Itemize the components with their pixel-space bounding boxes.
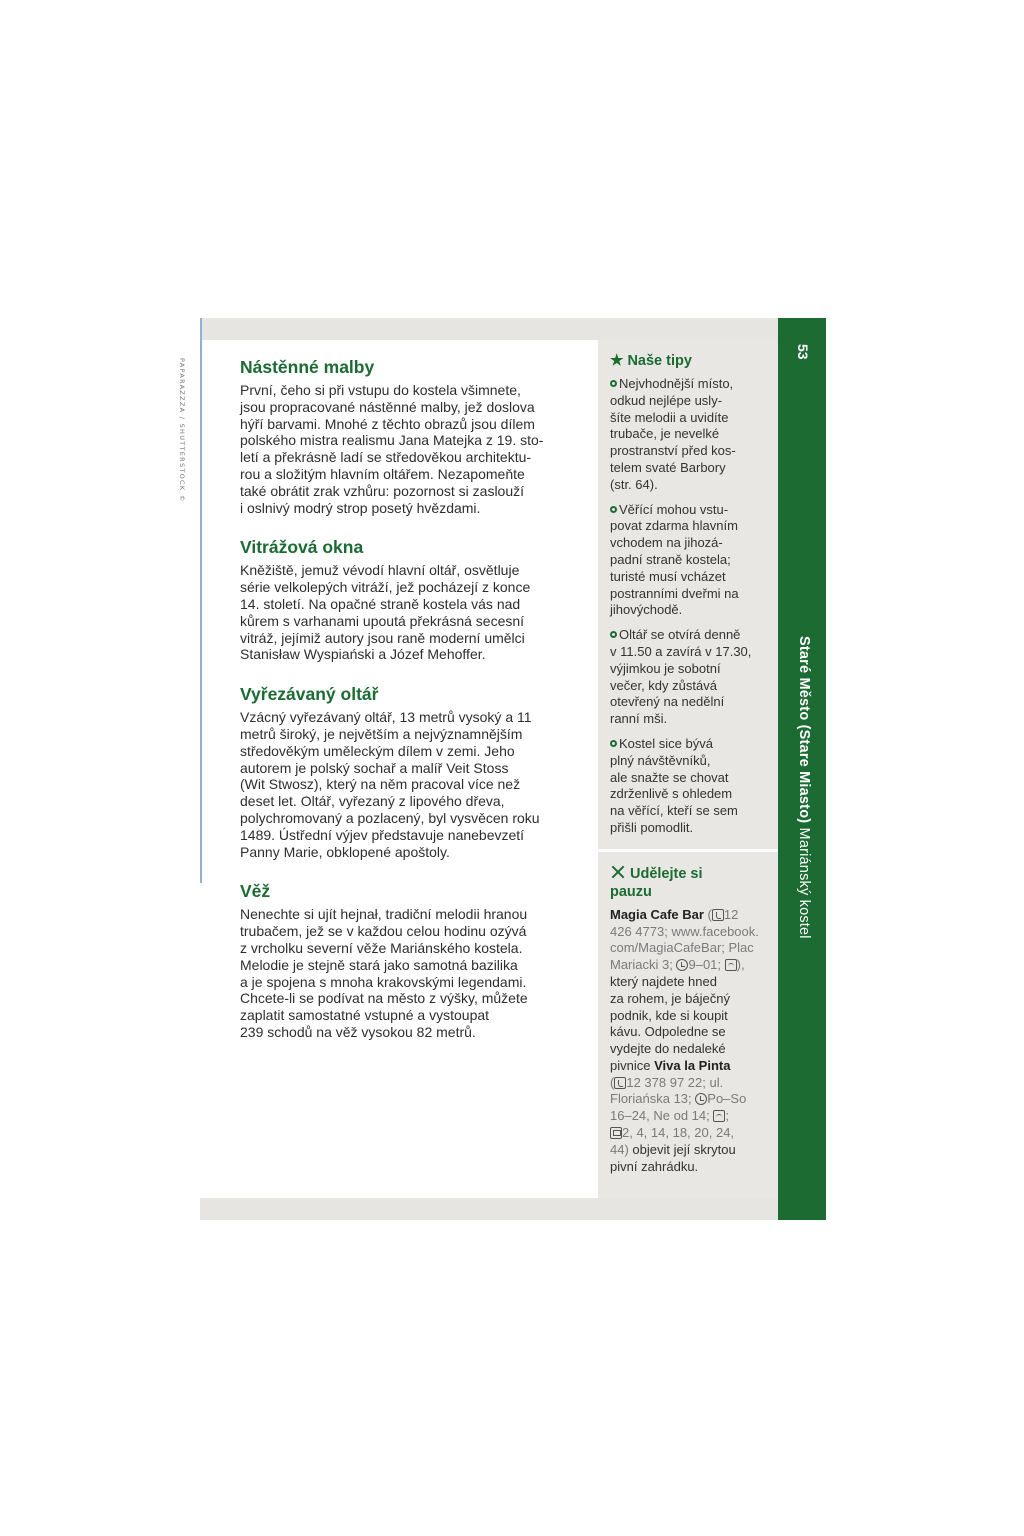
bullet-icon	[610, 380, 617, 387]
photo-credit-text: PAPARAZZZA / SHUTTERSTOCK ©	[178, 358, 186, 503]
section-title: Vyřezávaný oltář	[240, 684, 379, 705]
book-page	[178, 318, 826, 1220]
top-band	[200, 318, 778, 340]
clock-icon	[676, 959, 688, 971]
phone-icon	[614, 1077, 626, 1089]
fork-knife-icon	[610, 864, 626, 880]
section-text: První, čeho si při vstupu do kostela všimnete, jsou propracované nástěnné malby, jež doslova hýří barvami. Mnohé z těchto obrazů jsou dílem polského mistra realismu Jana Matejka z 19. sto- letí a překrásně ladí se středověkou architektu- rou a složitým hlavním oltářem. Nezapomeňte také obrátit zrak vzhůru: pozornost si zaslouží i oslnivý modrý strop posetý hvězdami.	[240, 382, 544, 516]
sidebar	[598, 340, 778, 1198]
tip-item: Kostel sice bývá plný návštěvníků, ale snažte se chovat zdrženlivě s ohledem na věřící, kteří se sem přišli pomodlit.	[610, 735, 738, 835]
main-column	[240, 356, 585, 1061]
tip-item: Oltář se otvírá denně v 11.50 a zavírá v 17.30, výjimkou je sobotní večer, kdy zůstává otevřený na nedělní ranní mši.	[610, 627, 752, 727]
pub-name: Viva la Pinta	[654, 1057, 731, 1073]
running-head: Staré Město (Stare Miasto) Mariánský kostel	[796, 636, 812, 939]
tip-item: Nejvhodnější místo, odkud nejlépe usly- šíte melodii a uvidíte trubače, je nevelké prostranství před kos- telem svaté Barbory (str. 64).	[610, 376, 736, 492]
section-text: Nenechte si ujít hejnał, tradiční melodii hranou trubačem, jež se v každou celou hodinu ozývá z vrcholku severní věže Mariánského kostela. Melodie je stejně stará jako samotná bazilika a je spojena s mnoha krakovskými legendami. Chcete-li se podívat na město z výšky, můžete zaplatit samostatné vstupné a vystoupat 239 schodů na věž vysokou 82 metrů.	[240, 906, 528, 1040]
tips-box	[598, 340, 778, 837]
photo-credit	[176, 358, 216, 558]
pause-title: Udělejte si pauzu	[610, 865, 703, 900]
tram-icon	[610, 1127, 622, 1139]
page-number: 53	[795, 344, 811, 360]
wifi-icon	[713, 1110, 725, 1122]
section-text: Kněžiště, jemuž vévodí hlavní oltář, osvětluje série velkolepých vitráží, jež pocházejí z konce 14. století. Na opačné straně kostela vás nad kůrem s varhanami upoutá překrásná secesní vitráž, jejímiž autory jsou raně moderní umělci Stanisław Wyspiański a Józef Mehoffer.	[240, 562, 531, 663]
section-text: Vzácný vyřezávaný oltář, 13 metrů vysoký a 11 metrů široký, je největším a nejvýznamnějším středověkým uměleckým dílem v zemi. Jeho autorem je polský sochař a malíř Veit Stoss (Wit Stwosz), který na něm pracoval více než deset let. Oltář, vyřezaný z lipového dřeva, polychromovaný a pozlacený, byl vysvěcen roku 1489. Ústřední výjev představuje nanebevzetí Panny Marie, obklopené apoštoly.	[240, 709, 540, 860]
wifi-icon	[725, 959, 737, 971]
bullet-icon	[610, 631, 617, 638]
section-title: Nástěnné malby	[240, 357, 375, 377]
tips-title: ★ Naše tipy	[610, 352, 692, 369]
tip-item: Věřící mohou vstu- povat zdarma hlavním vchodem na jihozá- padní straně kostela; turisté musí vcházet postranními dveřmi na jihovýchodě.	[610, 501, 739, 618]
star-icon: ★	[610, 352, 624, 369]
bullet-icon	[610, 506, 617, 513]
clock-icon	[695, 1093, 707, 1105]
pause-box	[598, 852, 778, 1176]
cafe-name: Magia Cafe Bar	[610, 906, 704, 922]
chapter-tab	[778, 318, 826, 1220]
bottom-band	[200, 1198, 778, 1220]
phone-icon	[712, 909, 724, 921]
bullet-icon	[610, 740, 617, 747]
section-title: Vitrážová okna	[240, 537, 364, 558]
pause-text: Magia Cafe Bar ( 12 426 4773; www.facebook. com/MagiaCafeBar; Plac Mariacki 3; 9–01; ), který najdete hned za rohem, je báječný podnik, kde si koupit kávu. Odpoledne se vydejte do nedaleké pivnice Viva la Pinta ( 12 378 97 22; ul. Floriańska 13; Po–So 16–24, Ne od 14; ; 2, 4, 14, 18, 20, 24, 44) objevit její skrytou pivní zahrádku.	[610, 906, 759, 1174]
section-title: Věž	[240, 881, 271, 902]
